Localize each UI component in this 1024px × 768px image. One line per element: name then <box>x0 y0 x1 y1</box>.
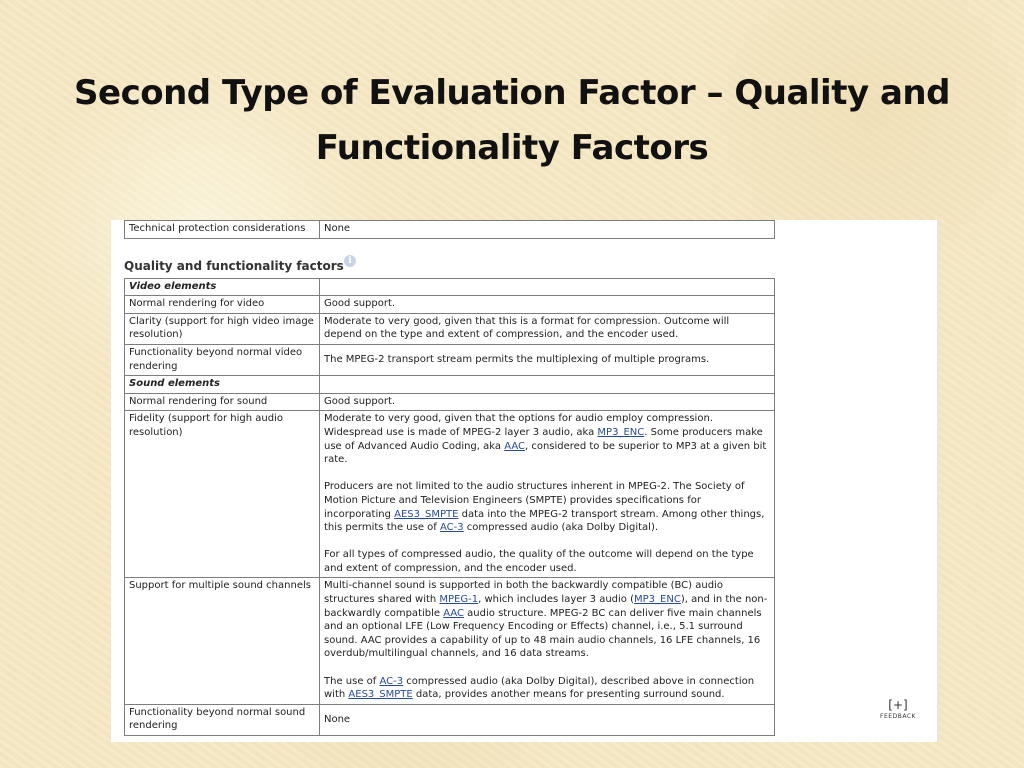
paragraph <box>324 675 770 702</box>
panel-edge <box>937 220 939 742</box>
paragraph-gap <box>324 467 770 481</box>
section-heading: Quality and functionality factors <box>124 258 344 273</box>
table-row <box>125 411 775 578</box>
table-row <box>125 704 775 735</box>
slide-title: Second Type of Evaluation Factor – Quality and Functionality Factors <box>74 73 950 168</box>
text-run: audio structure. MPEG-2 BC can deliver five main channels and an optional LFE (Low Frequency Encoding or Effects) channel, i.e., 5.1 surround sound. AAC provides a capability of up to 48 main audio channels, 16 LFE channels, 16 overdub/multilingual channels, and 16 data streams. <box>324 607 762 660</box>
text-run: data into the MPEG-2 transport stream. Among other things, this permits the use of <box>324 508 765 534</box>
link-mp3-enc[interactable]: MP3_ENC <box>597 426 645 438</box>
table-row <box>125 313 775 344</box>
table-row <box>125 376 775 394</box>
link-mp3-enc[interactable]: MP3_ENC <box>634 594 681 606</box>
table-row <box>125 578 775 704</box>
document-panel <box>111 220 939 742</box>
feedback-button[interactable] <box>876 698 920 721</box>
row-label: Support for multiple sound channels <box>125 578 320 704</box>
paragraph <box>324 579 770 661</box>
link-aac[interactable]: AAC <box>504 440 525 452</box>
text-run: compressed audio (aka Dolby Digital), described above in connection with <box>324 675 755 701</box>
document-content <box>124 220 775 736</box>
link-ac3[interactable]: AC-3 <box>439 522 464 534</box>
text-run: compressed audio (aka Dolby Digital). <box>463 522 659 534</box>
row-value: Moderate to very good, given that this is a format for compression. Outcome will depend on the type and extent of compression, and the encoder used. <box>320 313 775 344</box>
paragraph <box>324 412 770 466</box>
info-icon[interactable]: i <box>344 255 356 267</box>
table-row <box>125 278 775 296</box>
row-value: None <box>320 704 775 735</box>
section-heading-row <box>124 255 775 275</box>
tech-protection-table <box>124 220 775 239</box>
text-run: ), and in the non-backwardly compatible <box>324 594 768 619</box>
row-value-empty <box>320 376 775 394</box>
link-ac3[interactable]: AC-3 <box>379 675 404 687</box>
row-value-empty <box>320 278 775 296</box>
row-label: Normal rendering for sound <box>125 393 320 411</box>
text-run: Producers are not limited to the audio structures inherent in MPEG-2. The Society of Motion Picture and Television Engineers (SMPTE) provides specifications for incorporating <box>324 481 745 520</box>
row-value: The MPEG-2 transport stream permits the multiplexing of multiple programs. <box>320 344 775 375</box>
table-row <box>125 344 775 375</box>
row-value: Good support. <box>320 296 775 314</box>
text-run: Multi-channel sound is supported in both the backwardly compatible (BC) audio structures shared with <box>324 580 723 606</box>
row-label: Fidelity (support for high audio resolution) <box>125 411 320 578</box>
link-aes3-smpte[interactable]: AES3_SMPTE <box>348 689 413 701</box>
row-value <box>320 578 775 704</box>
section-header-sound: Sound elements <box>125 376 320 394</box>
row-label: Technical protection considerations <box>125 221 320 239</box>
paragraph-gap <box>324 661 770 675</box>
paragraph-gap <box>324 535 770 549</box>
text-run: Moderate to very good, given that the options for audio employ compression. Widespread use is made of MPEG-2 layer 3 audio, aka <box>324 413 713 438</box>
table-row <box>125 296 775 314</box>
row-label: Functionality beyond normal sound rendering <box>125 704 320 735</box>
quality-factors-table <box>124 278 775 736</box>
table-row <box>125 393 775 411</box>
feedback-label: FEEDBACK <box>880 713 916 720</box>
text-run: , which includes layer 3 audio ( <box>478 594 635 606</box>
row-value: None <box>320 221 775 239</box>
row-label: Clarity (support for high video image resolution) <box>125 313 320 344</box>
feedback-plus-icon: [+] <box>888 698 908 712</box>
link-aes3-smpte[interactable]: AES3_SMPTE <box>394 508 459 520</box>
row-value <box>320 411 775 578</box>
link-aac[interactable]: AAC <box>443 607 464 619</box>
paragraph <box>324 480 770 534</box>
row-value: Good support. <box>320 393 775 411</box>
table-row <box>125 221 775 239</box>
row-label: Functionality beyond normal video rendering <box>125 344 320 375</box>
text-run: . Some producers make use of Advanced Audio Coding, aka <box>324 426 763 452</box>
text-run: data, provides another means for presenting surround sound. <box>412 689 725 701</box>
section-header-video: Video elements <box>125 278 320 296</box>
text-run: The use of <box>324 675 380 687</box>
row-label: Normal rendering for video <box>125 296 320 314</box>
link-mpeg1[interactable]: MPEG-1 <box>439 594 479 606</box>
text-run: , considered to be superior to MP3 at a given bit rate. <box>324 440 767 466</box>
paragraph: For all types of compressed audio, the quality of the outcome will depend on the type and extent of compression, and the encoder used. <box>324 549 754 574</box>
